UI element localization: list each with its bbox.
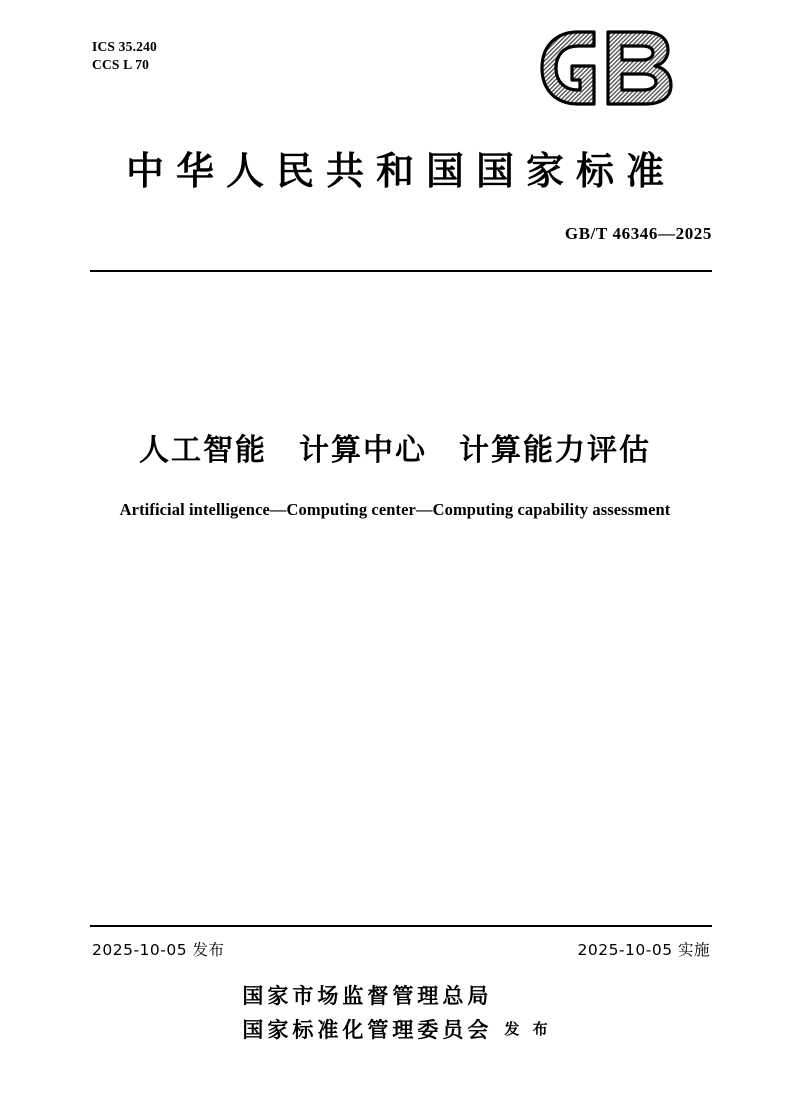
effective-date: 2025-10-05 实施 [577, 941, 710, 959]
national-standard-title: 中华人民共和国国家标准 [125, 148, 676, 193]
ccs-code: CCS L 70 [92, 57, 150, 73]
publisher-names [238, 980, 492, 1044]
publisher-line-1: 国家市场监督管理总局 [242, 983, 493, 1008]
divider-top [90, 270, 712, 272]
divider-bottom [90, 925, 712, 927]
ics-code: ICS 35.240 [92, 39, 158, 54]
standard-number: GB/T 46346—2025 [564, 224, 712, 243]
document-title-english: Artificial intelligence—Computing center—Computing capability assessment [119, 500, 671, 519]
gb-logo-icon [532, 26, 702, 110]
publisher-line-2: 国家标准化管理委员会 [242, 1017, 493, 1042]
classification-codes [92, 38, 157, 74]
publisher-block [0, 980, 790, 1044]
issue-date: 2025-10-05 发布 [92, 941, 225, 959]
document-title-chinese: 人工智能 计算中心 计算能力评估 [139, 433, 651, 468]
publisher-verb: 发 布 [504, 1020, 552, 1038]
